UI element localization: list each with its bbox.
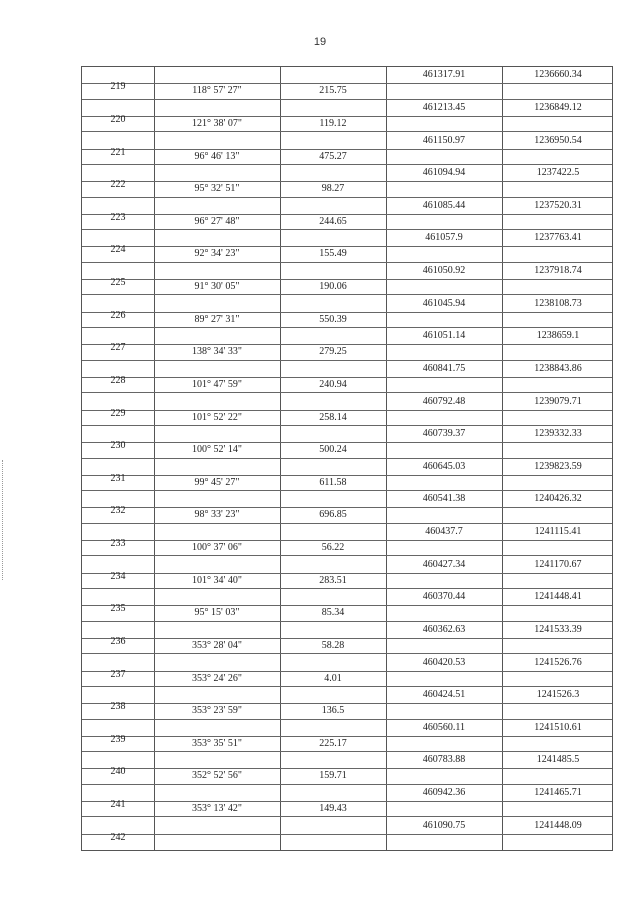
point-number: 235	[110, 603, 126, 615]
direction-angle: 92° 34' 23"	[194, 248, 240, 260]
coordinate-y: 1241526.76	[534, 656, 582, 668]
point-number: 228	[110, 374, 126, 386]
row-divider	[82, 149, 612, 150]
row-divider	[82, 736, 612, 737]
table-row	[82, 230, 612, 263]
row-divider	[82, 442, 612, 443]
direction-angle: 352° 52' 56"	[192, 770, 242, 782]
table-row	[82, 785, 612, 818]
table-row	[82, 100, 612, 133]
table-row	[82, 687, 612, 720]
table-row	[82, 817, 612, 850]
scan-margin-marks	[2, 460, 6, 580]
direction-angle: 353° 23' 59"	[192, 705, 242, 717]
coordinates-table	[81, 66, 613, 851]
segment-distance: 283.51	[319, 574, 347, 586]
coordinate-x: 460420.53	[422, 656, 466, 668]
coordinate-x: 461090.75	[422, 819, 466, 831]
row-divider	[82, 540, 612, 541]
direction-angle: 353° 35' 51"	[192, 737, 242, 749]
coordinate-y: 1239332.33	[534, 428, 582, 440]
segment-distance: 190.06	[319, 281, 347, 293]
direction-angle: 95° 32' 51"	[194, 183, 240, 195]
table-row	[82, 654, 612, 687]
row-divider	[82, 507, 612, 508]
row-divider	[82, 214, 612, 215]
segment-distance: 696.85	[319, 509, 347, 521]
row-divider	[82, 573, 612, 574]
segment-distance: 500.24	[319, 444, 347, 456]
point-number: 238	[110, 701, 126, 713]
coordinate-y: 1238843.86	[534, 362, 582, 374]
coordinate-x: 460437.7	[425, 526, 463, 538]
coordinate-y: 1239079.71	[534, 395, 582, 407]
coordinate-y: 1241448.09	[534, 819, 582, 831]
direction-angle: 91° 30' 05"	[194, 281, 240, 293]
coordinate-x: 460739.37	[422, 428, 466, 440]
table-row	[82, 491, 612, 524]
row-divider	[82, 834, 612, 835]
coordinate-y: 1237520.31	[534, 199, 582, 211]
coordinate-x: 460424.51	[422, 689, 466, 701]
point-number: 225	[110, 277, 126, 289]
coordinate-x: 460560.11	[422, 721, 466, 733]
row-divider	[82, 638, 612, 639]
direction-angle: 98° 33' 23"	[194, 509, 240, 521]
table-row	[82, 459, 612, 492]
row-divider	[82, 181, 612, 182]
coordinate-x: 460370.44	[422, 591, 466, 603]
table-row	[82, 295, 612, 328]
coordinate-x: 460541.38	[422, 493, 466, 505]
point-number: 234	[110, 570, 126, 582]
table-row	[82, 752, 612, 785]
point-number: 229	[110, 407, 126, 419]
coordinate-y: 1236950.54	[534, 134, 582, 146]
row-divider	[82, 344, 612, 345]
table-row	[82, 132, 612, 165]
coordinate-x: 461051.14	[422, 330, 466, 342]
row-divider	[82, 801, 612, 802]
segment-distance: 279.25	[319, 346, 347, 358]
coordinate-y: 1237918.74	[534, 265, 582, 277]
coordinate-x: 460783.88	[422, 754, 466, 766]
direction-angle: 89° 27' 31"	[194, 313, 240, 325]
row-divider	[82, 279, 612, 280]
segment-distance: 155.49	[319, 248, 347, 260]
direction-angle: 353° 13' 42"	[192, 803, 242, 815]
direction-angle: 99° 45' 27"	[194, 476, 240, 488]
direction-angle: 96° 27' 48"	[194, 215, 240, 227]
segment-distance: 98.27	[321, 183, 345, 195]
row-divider	[82, 703, 612, 704]
segment-distance: 611.58	[319, 476, 347, 488]
point-number: 224	[110, 244, 126, 256]
point-number: 239	[110, 733, 126, 745]
coordinate-y: 1239823.59	[534, 460, 582, 472]
coordinate-y: 1238659.1	[536, 330, 580, 342]
direction-angle: 101° 34' 40"	[192, 574, 242, 586]
coordinate-x: 460427.34	[422, 558, 466, 570]
segment-distance: 225.17	[319, 737, 347, 749]
segment-distance: 159.71	[319, 770, 347, 782]
point-number: 222	[110, 179, 126, 191]
point-number: 237	[110, 668, 126, 680]
row-divider	[82, 83, 612, 84]
coordinate-y: 1238108.73	[534, 297, 582, 309]
coordinate-y: 1241465.71	[534, 787, 582, 799]
segment-distance: 475.27	[319, 150, 347, 162]
row-divider	[82, 246, 612, 247]
point-number: 220	[110, 113, 126, 125]
point-number: 241	[110, 799, 126, 811]
coordinate-x: 460841.75	[422, 362, 466, 374]
coordinate-x: 461085.44	[422, 199, 466, 211]
coordinate-x: 460362.63	[422, 623, 466, 635]
coordinate-y: 1241533.39	[534, 623, 582, 635]
table-row	[82, 67, 612, 100]
coordinate-x: 461045.94	[422, 297, 466, 309]
table-row	[82, 165, 612, 198]
coordinate-y: 1236849.12	[534, 101, 582, 113]
coordinate-x: 461057.9	[425, 232, 463, 244]
segment-distance: 244.65	[319, 215, 347, 227]
row-divider	[82, 475, 612, 476]
coordinate-x: 461050.92	[422, 265, 466, 277]
point-number: 242	[110, 831, 126, 843]
segment-distance: 550.39	[319, 313, 347, 325]
direction-angle: 101° 47' 59"	[192, 378, 242, 390]
direction-angle: 353° 28' 04"	[192, 639, 242, 651]
page-number: 19	[313, 36, 327, 48]
point-number: 232	[110, 505, 126, 517]
direction-angle: 95° 15' 03"	[194, 607, 240, 619]
table-row	[82, 198, 612, 231]
row-divider	[82, 605, 612, 606]
coordinate-y: 1241170.67	[534, 558, 582, 570]
point-number: 236	[110, 635, 126, 647]
point-number: 223	[110, 211, 126, 223]
coordinate-y: 1241115.41	[534, 526, 582, 538]
point-number: 240	[110, 766, 126, 778]
segment-distance: 136.5	[321, 705, 345, 717]
coordinate-y: 1236660.34	[534, 69, 582, 81]
table-row	[82, 263, 612, 296]
coordinate-x: 461317.91	[422, 69, 466, 81]
row-divider	[82, 410, 612, 411]
direction-angle: 100° 37' 06"	[192, 542, 242, 554]
segment-distance: 56.22	[321, 542, 345, 554]
row-divider	[82, 312, 612, 313]
coordinate-x: 460792.48	[422, 395, 466, 407]
table-row	[82, 589, 612, 622]
segment-distance: 240.94	[319, 378, 347, 390]
row-divider	[82, 768, 612, 769]
coordinate-y: 1241485.5	[536, 754, 580, 766]
point-number: 226	[110, 309, 126, 321]
table-row	[82, 426, 612, 459]
coordinate-x: 461094.94	[422, 167, 466, 179]
direction-angle: 121° 38' 07"	[192, 117, 242, 129]
coordinate-y: 1237763.41	[534, 232, 582, 244]
segment-distance: 119.12	[319, 117, 347, 129]
point-number: 230	[110, 440, 126, 452]
direction-angle: 118° 57' 27"	[192, 85, 242, 97]
point-number: 233	[110, 538, 126, 550]
point-number: 227	[110, 342, 126, 354]
direction-angle: 96° 46' 13"	[194, 150, 240, 162]
coordinate-y: 1240426.32	[534, 493, 582, 505]
segment-distance: 258.14	[319, 411, 347, 423]
table-row	[82, 622, 612, 655]
point-number: 231	[110, 472, 126, 484]
table-row	[82, 393, 612, 426]
direction-angle: 101° 52' 22"	[192, 411, 242, 423]
segment-distance: 4.01	[324, 672, 342, 684]
table-row	[82, 524, 612, 557]
direction-angle: 100° 52' 14"	[192, 444, 242, 456]
direction-angle: 353° 24' 26"	[192, 672, 242, 684]
row-divider	[82, 116, 612, 117]
coordinate-x: 461213.45	[422, 101, 466, 113]
coordinate-y: 1237422.5	[536, 167, 580, 179]
table-row	[82, 328, 612, 361]
coordinate-x: 460942.36	[422, 787, 466, 799]
coordinate-y: 1241448.41	[534, 591, 582, 603]
table-row	[82, 556, 612, 589]
table-row	[82, 720, 612, 753]
coordinate-y: 1241526.3	[536, 689, 580, 701]
segment-distance: 149.43	[319, 803, 347, 815]
coordinate-x: 461150.97	[422, 134, 466, 146]
row-divider	[82, 377, 612, 378]
point-number: 219	[110, 81, 126, 93]
coordinate-x: 460645.03	[422, 460, 466, 472]
coordinate-y: 1241510.61	[534, 721, 582, 733]
table-row	[82, 361, 612, 394]
segment-distance: 85.34	[321, 607, 345, 619]
row-divider	[82, 671, 612, 672]
point-number: 221	[110, 146, 126, 158]
direction-angle: 138° 34' 33"	[192, 346, 242, 358]
segment-distance: 58.28	[321, 639, 345, 651]
segment-distance: 215.75	[319, 85, 347, 97]
